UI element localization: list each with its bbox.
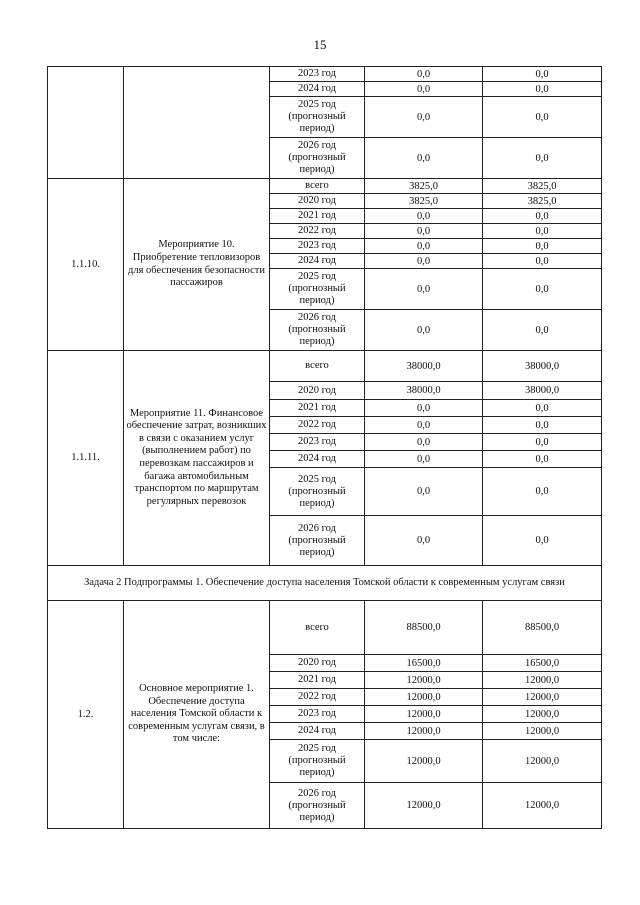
year-cell: 2024 год [270,254,365,269]
amount-total: 0,0 [365,138,483,179]
amount-budget: 0,0 [483,82,602,97]
amount-total: 38000,0 [365,382,483,400]
year-cell: 2020 год [270,655,365,672]
amount-budget: 0,0 [483,516,602,566]
amount-budget: 0,0 [483,310,602,351]
amount-total: 0,0 [365,417,483,434]
year-cell: 2020 год [270,194,365,209]
amount-total: 12000,0 [365,740,483,783]
item-description: Мероприятие 10. Приобретение тепловизоров для обеспечения безопасности пассажиров [124,179,270,351]
amount-total: 0,0 [365,82,483,97]
amount-total: 0,0 [365,310,483,351]
amount-total: 0,0 [365,209,483,224]
amount-total: 12000,0 [365,706,483,723]
amount-budget: 12000,0 [483,706,602,723]
year-cell: 2026 год (прогнозный период) [270,783,365,829]
year-cell: 2021 год [270,672,365,689]
amount-total: 0,0 [365,434,483,451]
item-code: 1.2. [48,601,124,829]
amount-budget: 3825,0 [483,179,602,194]
amount-total: 12000,0 [365,672,483,689]
year-cell: 2026 год (прогнозный период) [270,516,365,566]
year-cell: 2024 год [270,723,365,740]
year-cell: 2025 год (прогнозный период) [270,97,365,138]
task-row [48,566,602,601]
year-cell: 2023 год [270,239,365,254]
amount-total: 3825,0 [365,179,483,194]
item-description: Мероприятие 11. Финансовое обеспечение затрат, возникших в связи с оказанием услуг (выполнением работ) по перевозкам пассажиров и багажа автомобильным транспортом по маршрутам регулярных перевозок [124,351,270,566]
year-cell: 2023 год [270,706,365,723]
year-cell: 2023 год [270,67,365,82]
amount-total: 12000,0 [365,723,483,740]
year-cell: 2025 год (прогнозный период) [270,468,365,516]
amount-total: 0,0 [365,269,483,310]
year-cell: всего [270,179,365,194]
year-cell: 2025 год (прогнозный период) [270,269,365,310]
amount-budget: 3825,0 [483,194,602,209]
year-cell: 2026 год (прогнозный период) [270,310,365,351]
amount-total: 16500,0 [365,655,483,672]
item-description: Основное мероприятие 1. Обеспечение доступа населения Томской области к современным услугам связи, в том числе: [124,601,270,829]
amount-budget: 38000,0 [483,351,602,382]
amount-total: 12000,0 [365,783,483,829]
amount-budget: 0,0 [483,451,602,468]
amount-budget: 88500,0 [483,601,602,655]
amount-budget: 12000,0 [483,723,602,740]
amount-budget: 12000,0 [483,740,602,783]
amount-budget: 0,0 [483,434,602,451]
amount-budget: 0,0 [483,209,602,224]
amount-budget: 0,0 [483,239,602,254]
year-cell: всего [270,351,365,382]
table-row [48,351,602,382]
page-number: 15 [313,37,327,52]
item-description [124,67,270,179]
amount-total: 0,0 [365,224,483,239]
amount-total: 0,0 [365,97,483,138]
year-cell: 2021 год [270,400,365,417]
amount-total: 3825,0 [365,194,483,209]
amount-budget: 0,0 [483,224,602,239]
year-cell: всего [270,601,365,655]
task-title: Задача 2 Подпрограммы 1. Обеспечение доступа населения Томской области к современным услугам связи [48,566,602,601]
amount-total: 0,0 [365,468,483,516]
amount-budget: 0,0 [483,417,602,434]
amount-total: 0,0 [365,67,483,82]
amount-total: 0,0 [365,516,483,566]
amount-budget: 0,0 [483,400,602,417]
year-cell: 2025 год (прогнозный период) [270,740,365,783]
amount-total: 38000,0 [365,351,483,382]
amount-budget: 0,0 [483,138,602,179]
table-row [48,67,602,82]
amount-budget: 12000,0 [483,689,602,706]
table-row [48,601,602,655]
table-row [48,179,602,194]
item-code [48,67,124,179]
item-code: 1.1.11. [48,351,124,566]
amount-total: 88500,0 [365,601,483,655]
amount-budget: 16500,0 [483,655,602,672]
amount-budget: 0,0 [483,269,602,310]
amount-budget: 0,0 [483,254,602,269]
year-cell: 2023 год [270,434,365,451]
year-cell: 2026 год (прогнозный период) [270,138,365,179]
amount-total: 0,0 [365,239,483,254]
year-cell: 2021 год [270,209,365,224]
item-code: 1.1.10. [48,179,124,351]
year-cell: 2022 год [270,689,365,706]
amount-budget: 38000,0 [483,382,602,400]
budget-table [47,66,602,829]
year-cell: 2022 год [270,417,365,434]
year-cell: 2024 год [270,82,365,97]
amount-total: 0,0 [365,254,483,269]
amount-budget: 12000,0 [483,783,602,829]
year-cell: 2024 год [270,451,365,468]
amount-budget: 0,0 [483,97,602,138]
year-cell: 2022 год [270,224,365,239]
amount-total: 0,0 [365,451,483,468]
amount-budget: 0,0 [483,67,602,82]
amount-budget: 0,0 [483,468,602,516]
amount-total: 12000,0 [365,689,483,706]
year-cell: 2020 год [270,382,365,400]
amount-total: 0,0 [365,400,483,417]
amount-budget: 12000,0 [483,672,602,689]
